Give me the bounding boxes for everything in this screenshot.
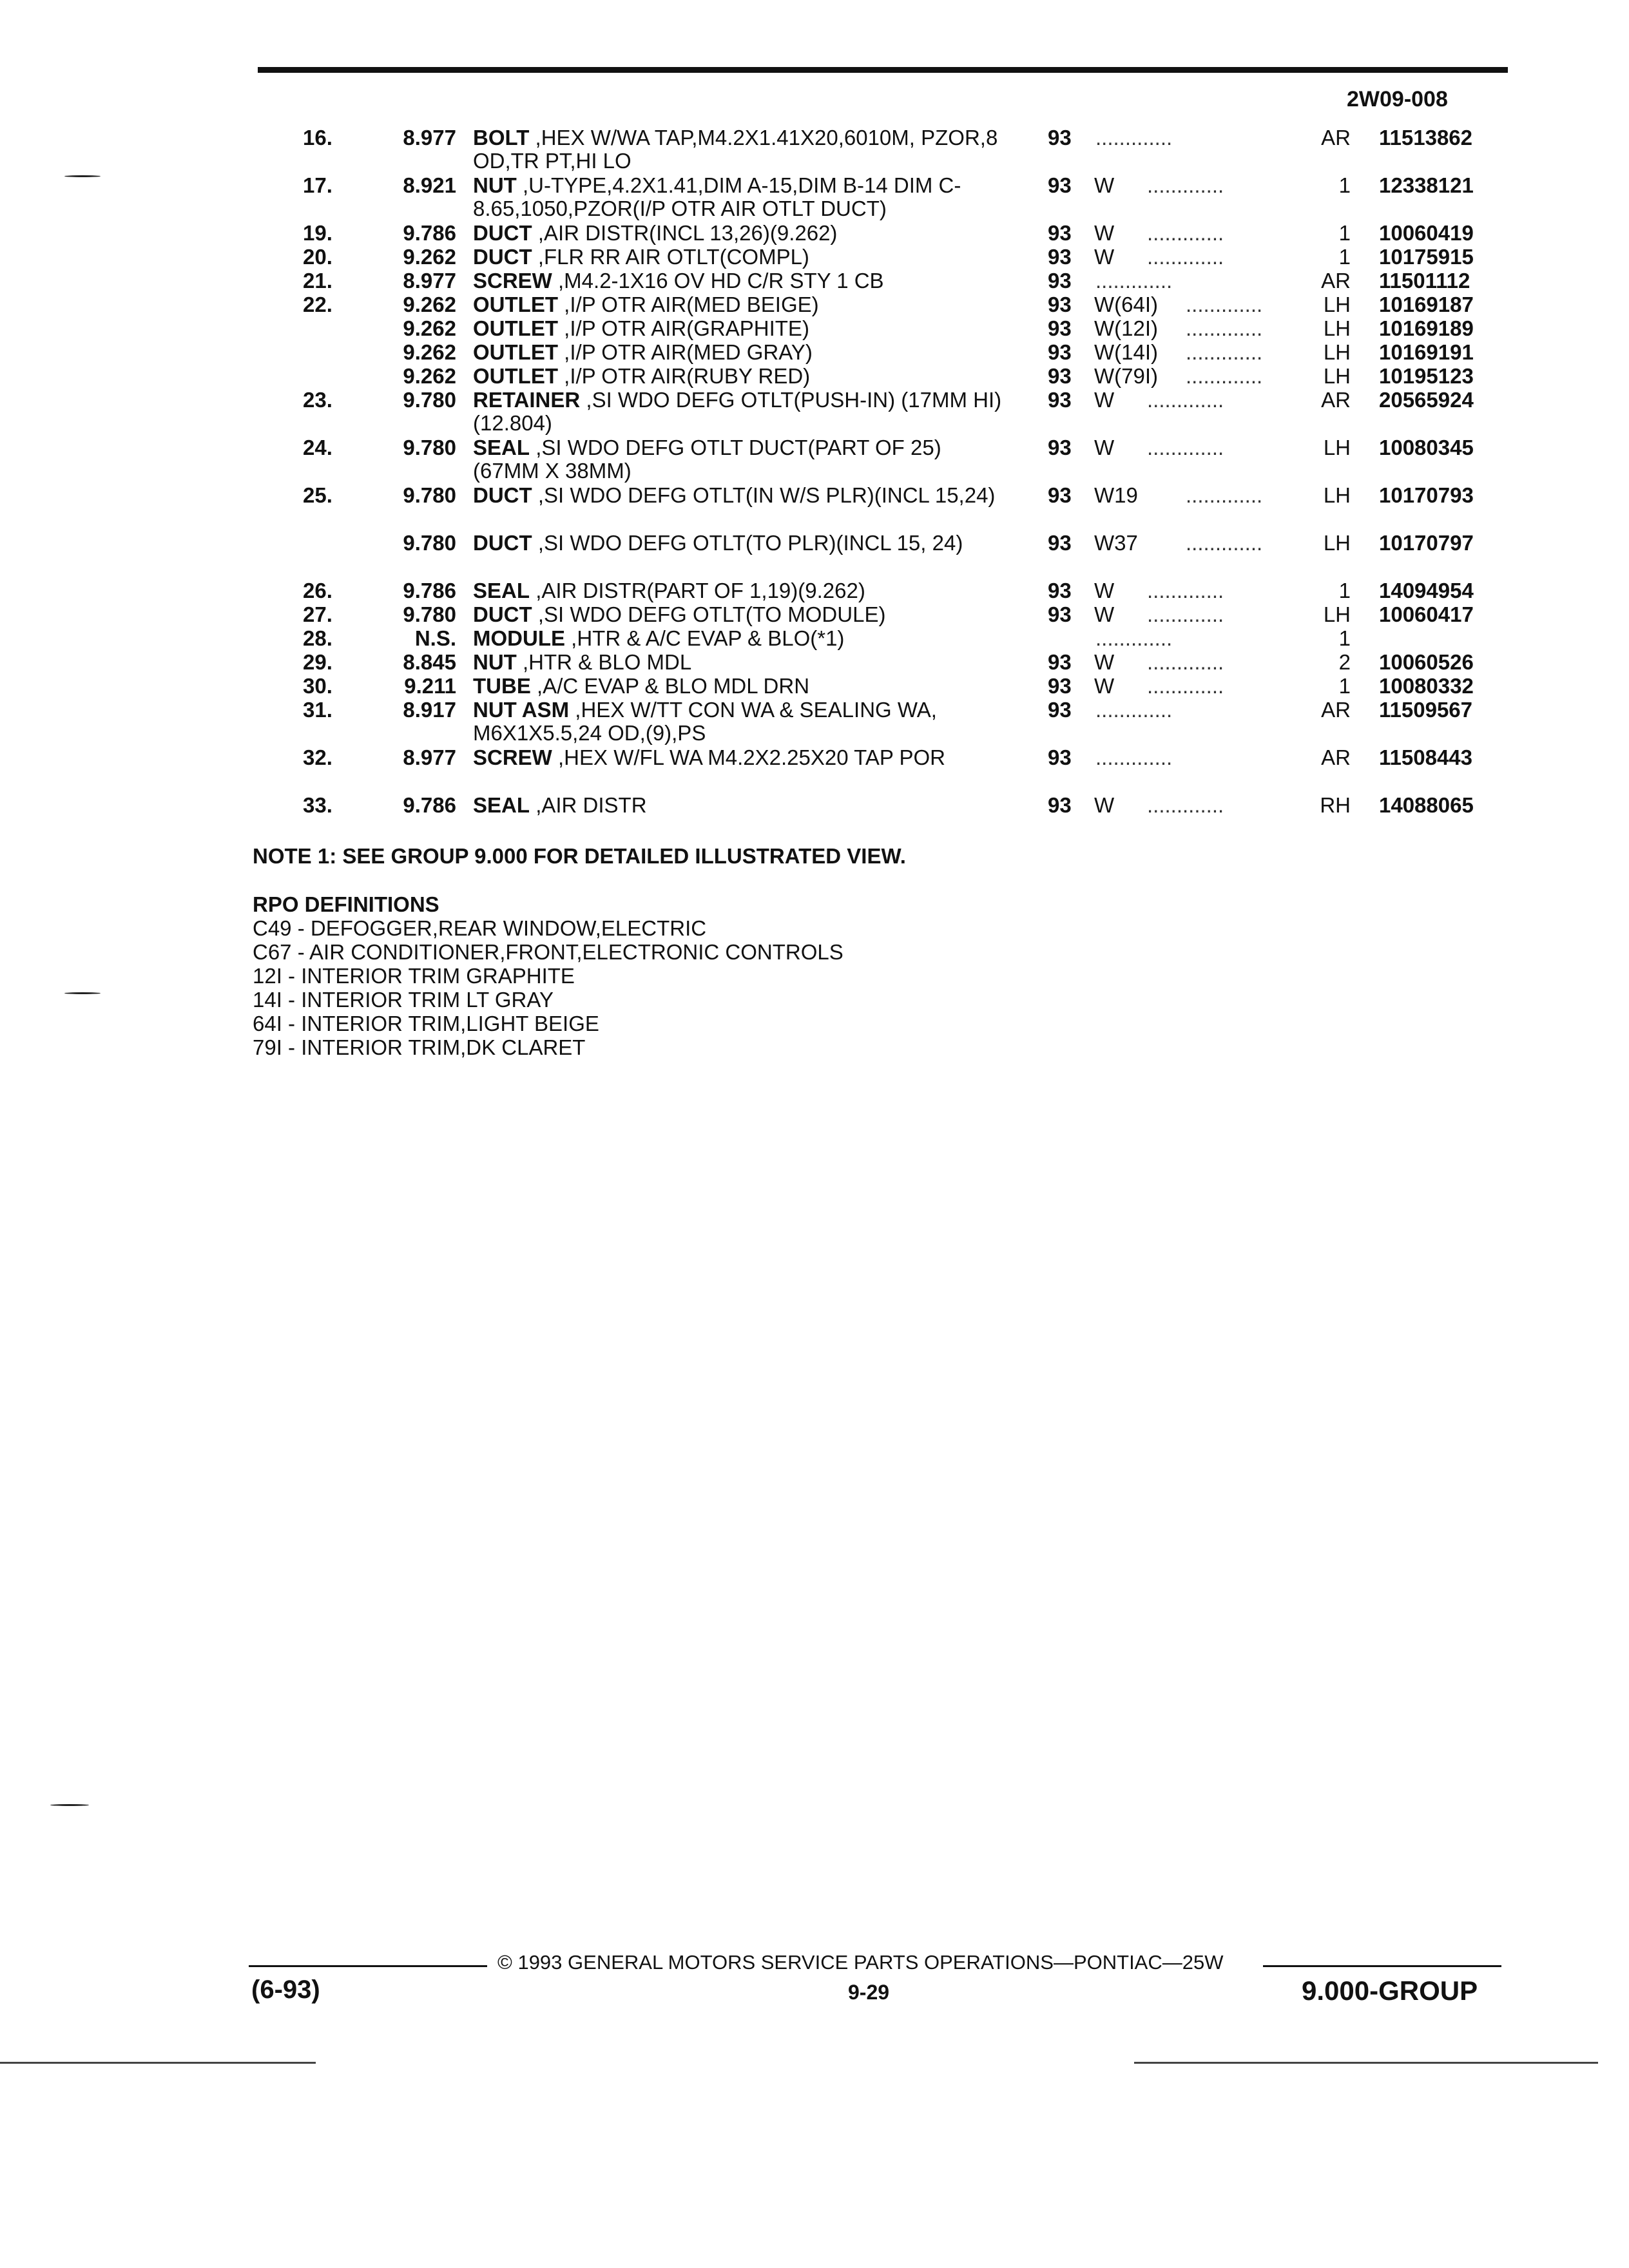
part-spec: ,I/P OTR AIR(MED GRAY) [564,340,813,364]
doc-id: 2W09-008 [1347,87,1448,111]
dot-leader: ............. [1095,269,1173,293]
quantity: 1 [1338,674,1351,698]
rpo-definitions [253,892,843,1059]
part-name: SCREW [473,745,552,769]
table-row [0,389,1629,436]
part-name: NUT [473,650,517,674]
table-row [0,245,1629,269]
table-row [0,532,1629,579]
table-row [0,365,1629,389]
part-spec: ,I/P OTR AIR(RUBY RED) [564,364,811,388]
table-row [0,698,1629,746]
table-row [0,675,1629,698]
part-description [473,245,1008,269]
part-spec: ,AIR DISTR(PART OF 1,19)(9.262) [535,579,865,602]
rpo-item: C49 - DEFOGGER,REAR WINDOW,ELECTRIC [253,916,707,940]
footer-rule-right [1263,1965,1501,1967]
model-year: 93 [1048,293,1072,316]
dot-leader: ............. [1186,293,1263,316]
quantity: 1 [1338,245,1351,269]
model-year: 93 [1048,269,1072,293]
group-number: 8.977 [403,745,456,769]
part-name: SEAL [473,436,530,459]
part-description [473,675,1008,698]
table-row [0,174,1629,222]
dot-leader: ............. [1147,388,1224,412]
footer-page-number: 9-29 [848,1981,890,2004]
model-year: 93 [1048,793,1072,817]
top-rule [258,67,1508,73]
dot-leader: ............. [1147,674,1224,698]
model-year: 93 [1048,483,1072,507]
model-year: 93 [1048,698,1072,722]
part-name: OUTLET [473,364,558,388]
part-description [473,627,1008,650]
part-spec: ,U-TYPE,4.2X1.41,DIM A-15,DIM B-14 DIM C-8.65,1050,PZOR(I/P OTR AIR OTLT DUCT) [473,173,961,220]
item-number: 25. [303,483,333,507]
model-year: 93 [1048,745,1072,769]
part-name: NUT ASM [473,698,570,722]
rpo-code: W(79I) [1094,364,1158,388]
table-row [0,126,1629,174]
part-spec: ,SI WDO DEFG OTLT(TO PLR)(INCL 15, 24) [537,531,963,555]
rpo-code: W(12I) [1094,316,1158,340]
model-year: 93 [1048,674,1072,698]
dot-leader: ............. [1095,126,1173,149]
quantity: LH [1323,483,1351,507]
group-number: 9.262 [403,293,456,316]
part-spec: ,M4.2-1X16 OV HD C/R STY 1 CB [558,269,884,293]
item-number: 16. [303,126,333,149]
part-spec: ,SI WDO DEFG OTLT(TO MODULE) [537,602,886,626]
quantity: RH [1320,793,1351,817]
margin-mark [64,175,101,177]
quantity: LH [1323,436,1351,459]
footer-copyright: © 1993 GENERAL MOTORS SERVICE PARTS OPERATIONS—PONTIAC—25W [497,1951,1224,1974]
note: NOTE 1: SEE GROUP 9.000 FOR DETAILED ILLUSTRATED VIEW. [253,844,906,868]
part-number: 10175915 [1379,245,1474,269]
table-row [0,627,1629,651]
part-description [473,698,1008,745]
rpo-code: W [1094,388,1115,412]
quantity: LH [1323,531,1351,555]
part-number: 10060417 [1379,602,1474,626]
margin-mark [64,992,101,994]
rpo-item: 79I - INTERIOR TRIM,DK CLARET [253,1035,586,1059]
item-number: 20. [303,245,333,269]
quantity: LH [1323,364,1351,388]
item-number: 32. [303,745,333,769]
group-number: 9.211 [404,674,456,698]
part-spec: ,A/C EVAP & BLO MDL DRN [537,674,810,698]
scan-line [1134,2062,1598,2064]
table-row [0,794,1629,818]
item-number: 31. [303,698,333,722]
group-number: 8.917 [403,698,456,722]
part-description [473,293,1008,316]
rpo-code: W37 [1094,531,1138,555]
item-number: 17. [303,173,333,197]
group-number: 9.786 [403,793,456,817]
quantity: 1 [1338,173,1351,197]
part-number: 10169191 [1379,340,1474,364]
group-number: 8.977 [403,269,456,293]
part-number: 20565924 [1379,388,1474,412]
rpo-code: W [1094,221,1115,245]
part-description [473,365,1008,388]
part-spec: ,SI WDO DEFG OTLT(IN W/S PLR)(INCL 15,24) [537,483,996,507]
rpo-code: W19 [1094,483,1138,507]
part-name: OUTLET [473,316,558,340]
part-number: 10060419 [1379,221,1474,245]
dot-leader: ............. [1095,626,1173,650]
dot-leader: ............. [1095,698,1173,722]
dot-leader: ............. [1147,793,1224,817]
part-number: 12338121 [1379,173,1474,197]
model-year: 93 [1048,173,1072,197]
part-number: 10080332 [1379,674,1474,698]
parts-list [0,126,1629,818]
rpo-item: 64I - INTERIOR TRIM,LIGHT BEIGE [253,1012,599,1035]
part-spec: ,I/P OTR AIR(MED BEIGE) [564,293,819,316]
part-name: SEAL [473,793,530,817]
dot-leader: ............. [1186,316,1263,340]
dot-leader: ............. [1186,340,1263,364]
part-name: BOLT [473,126,530,149]
footer-date: (6-93) [251,1975,320,2004]
item-number: 27. [303,602,333,626]
part-description [473,174,1008,220]
dot-leader: ............. [1186,531,1263,555]
table-row [0,746,1629,794]
group-number: 9.780 [403,436,456,459]
part-description [473,484,1008,507]
group-number: 9.262 [403,245,456,269]
table-row [0,579,1629,603]
item-number: 30. [303,674,333,698]
rpo-code: W [1094,436,1115,459]
table-row [0,269,1629,293]
dot-leader: ............. [1147,173,1224,197]
part-description [473,269,1008,293]
part-number: 10195123 [1379,364,1474,388]
quantity: 1 [1338,626,1351,650]
part-name: MODULE [473,626,565,650]
item-number: 23. [303,388,333,412]
model-year: 93 [1048,531,1072,555]
quantity: AR [1321,698,1351,722]
model-year: 93 [1048,364,1072,388]
part-name: SEAL [473,579,530,602]
table-row [0,293,1629,317]
rpo-code: W(64I) [1094,293,1158,316]
item-number: 19. [303,221,333,245]
part-description [473,317,1008,340]
part-spec: ,FLR RR AIR OTLT(COMPL) [537,245,809,269]
footer-group: 9.000-GROUP [1302,1975,1478,2006]
item-number: 21. [303,269,333,293]
dot-leader: ............. [1186,364,1263,388]
part-name: RETAINER [473,388,581,412]
model-year: 93 [1048,316,1072,340]
part-name: DUCT [473,531,532,555]
table-row [0,436,1629,484]
part-name: OUTLET [473,340,558,364]
part-name: DUCT [473,483,532,507]
part-number: 10060526 [1379,650,1474,674]
quantity: LH [1323,340,1351,364]
part-description [473,126,1008,173]
margin-mark [50,1804,89,1806]
quantity: AR [1321,126,1351,149]
group-number: 9.262 [403,316,456,340]
group-number: 9.262 [403,364,456,388]
quantity: LH [1323,293,1351,316]
model-year: 93 [1048,436,1072,459]
part-name: DUCT [473,245,532,269]
part-name: DUCT [473,602,532,626]
part-number: 11509567 [1379,698,1473,722]
part-description [473,532,1008,555]
quantity: 1 [1338,221,1351,245]
group-number: 9.780 [403,388,456,412]
rpo-item: 12I - INTERIOR TRIM GRAPHITE [253,964,575,988]
model-year: 93 [1048,602,1072,626]
group-number: 8.921 [403,173,456,197]
part-number: 11501112 [1379,269,1470,293]
rpo-code: W [1094,650,1115,674]
table-row [0,317,1629,341]
rpo-code: W [1094,602,1115,626]
item-number: 26. [303,579,333,602]
table-row [0,651,1629,675]
part-spec: ,AIR DISTR [535,793,647,817]
part-description [473,603,1008,626]
quantity: AR [1321,269,1351,293]
rpo-code: W [1094,173,1115,197]
model-year: 93 [1048,245,1072,269]
table-row [0,603,1629,627]
group-number: 9.780 [403,483,456,507]
model-year: 93 [1048,388,1072,412]
quantity: 2 [1338,650,1351,674]
rpo-title: RPO DEFINITIONS [253,892,439,916]
part-description [473,341,1008,364]
part-spec: ,HTR & BLO MDL [523,650,692,674]
group-number: 8.977 [403,126,456,149]
rpo-code: W [1094,674,1115,698]
group-number: 8.845 [403,650,456,674]
part-spec: ,AIR DISTR(INCL 13,26)(9.262) [537,221,838,245]
rpo-item: 14I - INTERIOR TRIM LT GRAY [253,988,554,1012]
part-name: OUTLET [473,293,558,316]
part-spec: ,I/P OTR AIR(GRAPHITE) [564,316,809,340]
part-number: 10080345 [1379,436,1474,459]
model-year: 93 [1048,126,1072,149]
part-name: DUCT [473,221,532,245]
part-number: 10169187 [1379,293,1474,316]
group-number: 9.786 [403,579,456,602]
table-row [0,341,1629,365]
model-year: 93 [1048,221,1072,245]
part-description [473,436,1008,483]
quantity: 1 [1338,579,1351,602]
part-description [473,746,1008,769]
model-year: 93 [1048,579,1072,602]
part-spec: ,HEX W/TT CON WA & SEALING WA, M6X1X5.5,24 OD,(9),PS [473,698,937,745]
item-number: 28. [303,626,333,650]
part-description [473,389,1008,435]
part-description [473,651,1008,674]
group-number: 9.262 [403,340,456,364]
item-number: 29. [303,650,333,674]
item-number: 33. [303,793,333,817]
part-spec: ,SI WDO DEFG OTLT(PUSH-IN) (17MM HI)(12.804) [473,388,1002,435]
rpo-code: W [1094,579,1115,602]
part-number: 11508443 [1379,745,1473,769]
group-number: 9.780 [403,531,456,555]
part-number: 10170793 [1379,483,1474,507]
table-row [0,484,1629,532]
part-number: 14094954 [1379,579,1474,602]
part-name: NUT [473,173,517,197]
rpo-code: W [1094,245,1115,269]
quantity: AR [1321,388,1351,412]
part-name: TUBE [473,674,531,698]
rpo-code: W [1094,793,1115,817]
part-name: SCREW [473,269,552,293]
part-number: 11513862 [1379,126,1473,149]
part-spec: ,HEX W/WA TAP,M4.2X1.41X20,6010M, PZOR,8 OD,TR PT,HI LO [473,126,998,173]
part-number: 10170797 [1379,531,1474,555]
table-row [0,222,1629,245]
footer-rule-left [249,1965,487,1967]
model-year: 93 [1048,650,1072,674]
group-number: N.S. [414,626,456,650]
part-description [473,579,1008,602]
dot-leader: ............. [1147,436,1224,459]
part-spec: ,HTR & A/C EVAP & BLO(*1) [571,626,845,650]
part-spec: ,SI WDO DEFG OTLT DUCT(PART OF 25) (67MM X 38MM) [473,436,941,483]
dot-leader: ............. [1147,579,1224,602]
part-number: 10169189 [1379,316,1474,340]
quantity: LH [1323,602,1351,626]
model-year: 93 [1048,340,1072,364]
dot-leader: ............. [1147,221,1224,245]
part-description [473,794,1008,817]
dot-leader: ............. [1095,745,1173,769]
dot-leader: ............. [1147,602,1224,626]
quantity: AR [1321,745,1351,769]
part-spec: ,HEX W/FL WA M4.2X2.25X20 TAP POR [558,745,945,769]
dot-leader: ............. [1147,650,1224,674]
quantity: LH [1323,316,1351,340]
group-number: 9.786 [403,221,456,245]
part-description [473,222,1008,245]
rpo-item: C67 - AIR CONDITIONER,FRONT,ELECTRONIC CONTROLS [253,940,843,964]
rpo-code: W(14I) [1094,340,1158,364]
item-number: 22. [303,293,333,316]
dot-leader: ............. [1186,483,1263,507]
dot-leader: ............. [1147,245,1224,269]
group-number: 9.780 [403,602,456,626]
item-number: 24. [303,436,333,459]
part-number: 14088065 [1379,793,1474,817]
scan-line [0,2062,316,2064]
